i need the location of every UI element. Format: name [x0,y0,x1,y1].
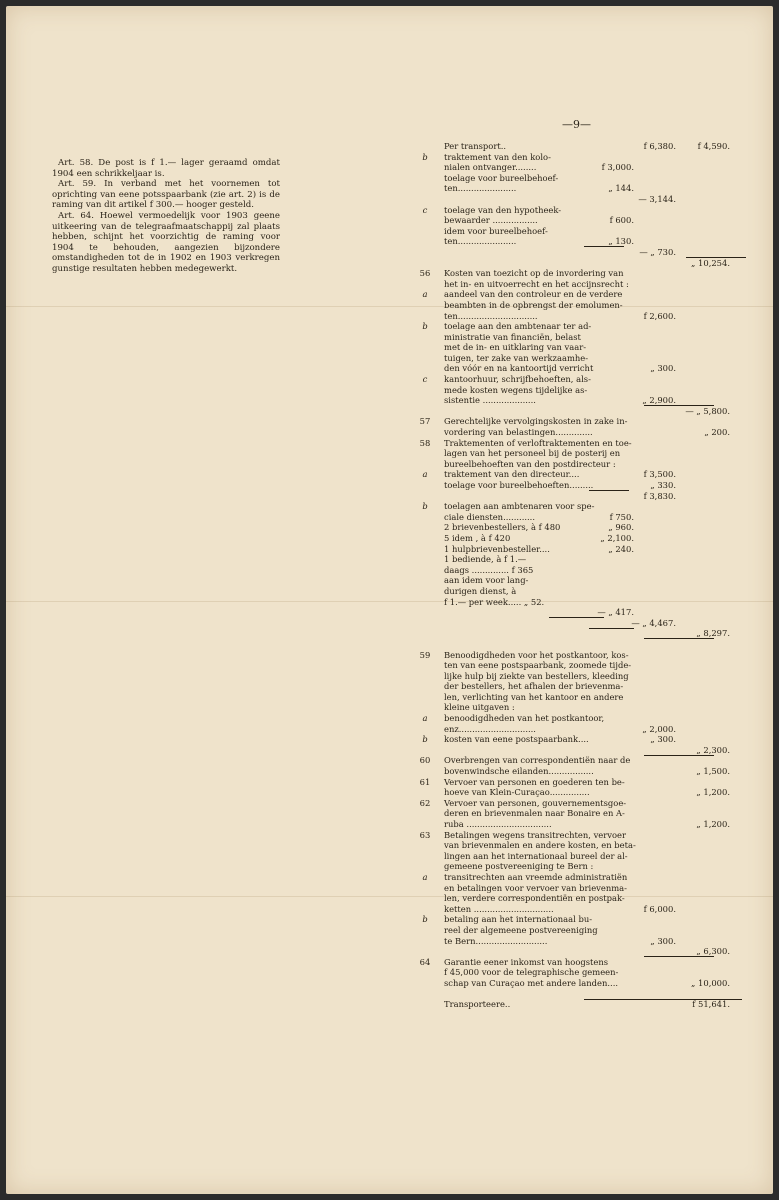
budget-row [414,162,740,173]
sub-letter: c [422,374,428,385]
row-description: toelage aan den ambtenaar ter ad- [444,321,592,332]
sum-rule [584,999,742,1000]
notes-column [52,158,280,275]
amount-sub: — „ 417. [597,607,634,618]
budget-row [414,713,740,724]
row-description: f 1.— per week..... „ 52. [444,596,545,607]
row-description: vordering van belastingen.............. [444,427,593,438]
row-description: 1 hulpbrievenbesteller.... [444,543,550,554]
amount-sub: „ 240. [608,543,634,554]
amount-mid: „ 300. [650,935,676,946]
amount-total: „ 2,300. [696,744,730,755]
row-description: Vervoer van personen, gouvernementsgoe- [444,797,627,808]
amount-sub: „ 960. [608,522,634,533]
budget-row [414,861,740,872]
note-art58: Art. 58. De post is f 1.— lager geraamd omdat 1904 een schrikkeljaar is. [52,158,280,179]
budget-row [414,268,740,279]
row-description: mede kosten wegens tijdelijke as- [444,384,588,395]
row-description: ketten .............................. [444,903,554,914]
row-description: Overbrengen van correspondentiën naar de [444,755,631,766]
row-description: bureelbehoeften van den postdirecteur : [444,458,616,469]
amount-sub: „ 2,100. [600,532,634,543]
row-description: Kosten van toezicht op de invordering van [444,268,624,279]
article-number: 60 [419,755,431,766]
row-description: sistentie .................... [444,395,536,406]
sub-letter: b [422,914,428,925]
sub-letter: a [422,469,428,480]
amount-sub: f 3,000. [601,162,634,173]
row-description: f 45,000 voor de telegraphische gemeen- [444,967,619,978]
row-description: met de in- en uitklaring van vaar- [444,342,587,353]
budget-row [414,787,740,798]
budget-row [414,586,740,597]
budget-row [414,872,740,883]
page-number: —9— [562,118,591,131]
row-description: len, verdere correspondentiën en postpak- [444,893,625,904]
amount-mid: f 3,500. [643,469,676,480]
budget-row [414,501,740,512]
budget-row [414,808,740,819]
document-page [6,6,773,1194]
budget-row [414,925,740,936]
budget-row [414,173,740,184]
amount-mid: f 3,830. [643,490,676,501]
sum-rule [549,617,604,618]
amount-total: „ 1,200. [696,819,730,829]
row-description: gemeene postvereeniging te Bern : [444,861,594,872]
row-description: Benoodigdheden voor het postkantoor, kos- [444,649,629,660]
amount-mid: „ 300. [650,363,676,374]
row-description: van brievenmalen en andere kosten, en beta- [444,840,636,851]
budget-row [414,406,740,417]
row-description: Transporteere.. [444,999,511,1010]
budget-row [414,851,740,862]
article-number: 63 [419,829,431,840]
budget-row [414,279,740,290]
budget-row [414,258,740,269]
row-description: 1 bediende, à f 1.— [444,554,527,565]
amount-mid: „ 2,000. [642,723,676,734]
budget-row [414,459,740,470]
row-description: ciale diensten............ [444,511,536,522]
row-description: traktement van den directeur.... [444,469,580,480]
budget-row [414,512,740,523]
budget-row [414,565,740,576]
amount-total: „ 1,500. [696,766,730,777]
row-description: toelage voor bureelbehoeften......... [444,480,594,490]
sub-letter: b [422,321,428,332]
amount-mid: „ 300. [650,734,676,745]
sum-rule [644,638,714,639]
row-description: bovenwindsche eilanden................. [444,766,594,777]
row-description: Per transport.. [444,141,507,151]
row-description: idem voor bureelbehoef- [444,225,548,236]
budget-row [414,215,740,226]
budget-row [414,681,740,692]
budget-row [414,427,740,438]
budget-row [414,893,740,904]
row-description: lijke hulp bij ziekte van bestellers, kleeding [444,670,629,681]
row-description: ten van eene postspaarbank, zoomede tijde- [444,660,632,671]
amount-mid: f 6,380. [643,141,676,151]
budget-row [414,650,740,661]
article-number: 62 [419,797,431,808]
budget-row [414,819,740,830]
amount-total: f 51,641. [692,999,730,1010]
amount-total: f 4,590. [697,141,730,151]
budget-row [414,374,740,385]
row-description: schap van Curaçao met andere landen.... [444,977,619,988]
budget-row [414,289,740,300]
article-number: 57 [419,416,431,427]
row-description: Betalingen wegens transitrechten, vervoer [444,829,626,840]
budget-row [414,936,740,947]
row-description: aan idem voor lang- [444,575,529,586]
row-description: enz............................. [444,723,536,734]
row-description: kosten van eene postspaarbank.... [444,734,589,745]
row-description: kantoorhuur, schrijfbehoeften, als- [444,374,591,385]
budget-row [414,321,740,332]
budget-row [414,363,740,374]
amount-total: — „ 5,800. [685,405,730,416]
budget-row [414,840,740,851]
row-description: daags .............. f 365 [444,564,534,575]
sum-rule [589,628,634,629]
sub-letter: c [422,204,428,215]
budget-row [414,342,740,353]
budget-row [414,904,740,915]
amount-mid: — 3,144. [638,193,676,204]
article-number: 56 [419,268,431,279]
amount-total: „ 10,000. [691,977,730,988]
amount-total: „ 1,200. [696,787,730,798]
amount-mid: „ 330. [650,480,676,490]
row-description: bewaarder ................. [444,215,538,226]
budget-row [414,385,740,396]
budget-row [414,226,740,237]
row-description: len, verlichting van het kantoor en andere [444,691,624,702]
row-description: te Bern........................... [444,935,548,946]
budget-row [414,777,740,788]
row-description: ten.............................. [444,310,538,321]
sub-letter: b [422,501,428,512]
sub-letter: a [422,289,428,300]
row-description: transitrechten aan vreemde administratiën [444,871,628,882]
row-description: durigen dienst, à [444,585,517,596]
budget-row [414,448,740,459]
budget-row [414,946,740,957]
budget-row [414,480,740,491]
amount-sub: „ 144. [608,183,634,194]
budget-row [414,332,740,343]
budget-row [414,205,740,216]
row-description: ten...................... [444,183,517,194]
sub-letter: a [422,871,428,882]
sub-letter: b [422,734,428,745]
budget-row [414,755,740,766]
row-description: ruba ................................ [444,819,552,829]
budget-row [414,967,740,978]
amount-mid: — „ 730. [639,246,676,257]
budget-row [414,883,740,894]
amount-mid: f 6,000. [643,903,676,914]
sum-rule [644,755,714,756]
amount-total: „ 8,297. [696,628,730,639]
row-description: toelagen aan ambtenaren voor spe- [444,501,595,512]
budget-row [414,692,740,703]
row-description: 2 brievenbestellers, à f 480 [444,522,561,533]
budget-row [414,734,740,745]
budget-row [414,575,740,586]
budget-table [414,141,740,1010]
budget-row [414,639,740,650]
row-description: het in- en uitvoerrecht en het accijnsrecht : [444,278,629,289]
row-description: hoeve van Klein-Curaçao............... [444,787,590,798]
row-description: lagen van het personeel bij de posterij en [444,448,621,459]
sum-rule [644,405,714,406]
budget-row [414,554,740,565]
budget-row [414,957,740,968]
budget-row [414,798,740,809]
article-number: 64 [419,956,431,967]
budget-row [414,597,740,608]
budget-row [414,702,740,713]
budget-row [414,152,740,163]
row-description: Vervoer van personen en goederen ten be- [444,776,625,787]
row-description: ministratie van financiën, belast [444,331,581,342]
row-description: toelage van den hypotheek- [444,204,562,215]
budget-row [414,830,740,841]
row-description: Garantie eener inkomst van hoogstens [444,956,609,967]
sum-rule [686,257,746,258]
budget-row [414,724,740,735]
row-description: Gerechtelijke vervolgingskosten in zake in- [444,416,628,427]
sub-letter: a [422,713,428,724]
amount-mid: — „ 4,467. [631,617,676,628]
budget-row [414,999,740,1010]
row-description: benoodigdheden van het postkantoor, [444,713,605,724]
budget-row [414,194,740,205]
budget-row [414,469,740,480]
amount-total: „ 6,300. [696,946,730,957]
budget-row [414,491,740,502]
amount-sub: „ 130. [608,236,634,247]
article-number: 61 [419,776,431,787]
budget-row [414,522,740,533]
budget-row [414,183,740,194]
row-description: aandeel van den controleur en de verdere [444,289,623,300]
row-description: lingen aan het internationaal bureel der al- [444,850,628,861]
sum-rule [589,490,629,491]
budget-row [414,978,740,989]
row-description: deren en brievenmalen naar Bonaire en A- [444,808,625,819]
row-description: reel der algemeene postvereeniging [444,924,598,935]
sub-letter: b [422,151,428,162]
budget-row [414,141,740,152]
budget-row [414,533,740,544]
budget-row [414,766,740,777]
budget-row [414,989,740,1000]
amount-mid: f 2,600. [643,310,676,321]
amount-sub: f 750. [609,511,634,522]
sum-rule [584,246,624,247]
row-description: betaling aan het internationaal bu- [444,914,593,925]
budget-row [414,914,740,925]
note-art64: Art. 64. Hoewel vermoedelijk voor 1903 geene uitkeering van de telegraafmaatschappij zal plaats hebben, schijnt het voorzichtig de raming voor 1904 te behouden, aangezien bijzondere omstandigheden tot de in 1902 en 1903 verkregen gunstige resultaten hebben medegewerkt. [52,210,280,274]
row-description: en betalingen voor vervoer van brievenma- [444,882,628,893]
amount-total: „ 10,254. [691,257,730,268]
budget-row [414,353,740,364]
article-number: 59 [419,649,431,660]
budget-row [414,300,740,311]
budget-row [414,544,740,555]
budget-row [414,660,740,671]
budget-row [414,236,740,247]
budget-row [414,416,740,427]
row-description: beambten in de opbrengst der emolumen- [444,299,623,310]
row-description: traktement van den kolo- [444,151,551,162]
budget-row [414,671,740,682]
note-art59: Art. 59. In verband met het voornemen tot oprichting van eene potsspaarbank (zie art. 2) is de raming van dit artikel f 300.— hooger gesteld. [52,179,280,211]
row-description: Traktementen of verloftraktementen en toe- [444,437,632,448]
amount-total: „ 200. [704,427,730,438]
budget-row [414,311,740,322]
row-description: kleine uitgaven : [444,702,515,713]
budget-row [414,438,740,449]
sum-rule [644,956,714,957]
budget-row [414,618,740,629]
row-description: den vóór en na kantoortijd verricht [444,363,594,374]
amount-mid: „ 2,900. [642,395,676,406]
row-description: 5 idem , à f 420 [444,532,511,543]
row-description: tuigen, ter zake van werkzaamhe- [444,352,589,363]
amount-sub: f 600. [609,215,634,226]
row-description: nialen ontvanger........ [444,162,537,173]
row-description: ten...................... [444,236,517,247]
row-description: der bestellers, het afhalen der brievenma- [444,681,624,692]
article-number: 58 [419,437,431,448]
row-description: toelage voor bureelbehoef- [444,172,559,183]
